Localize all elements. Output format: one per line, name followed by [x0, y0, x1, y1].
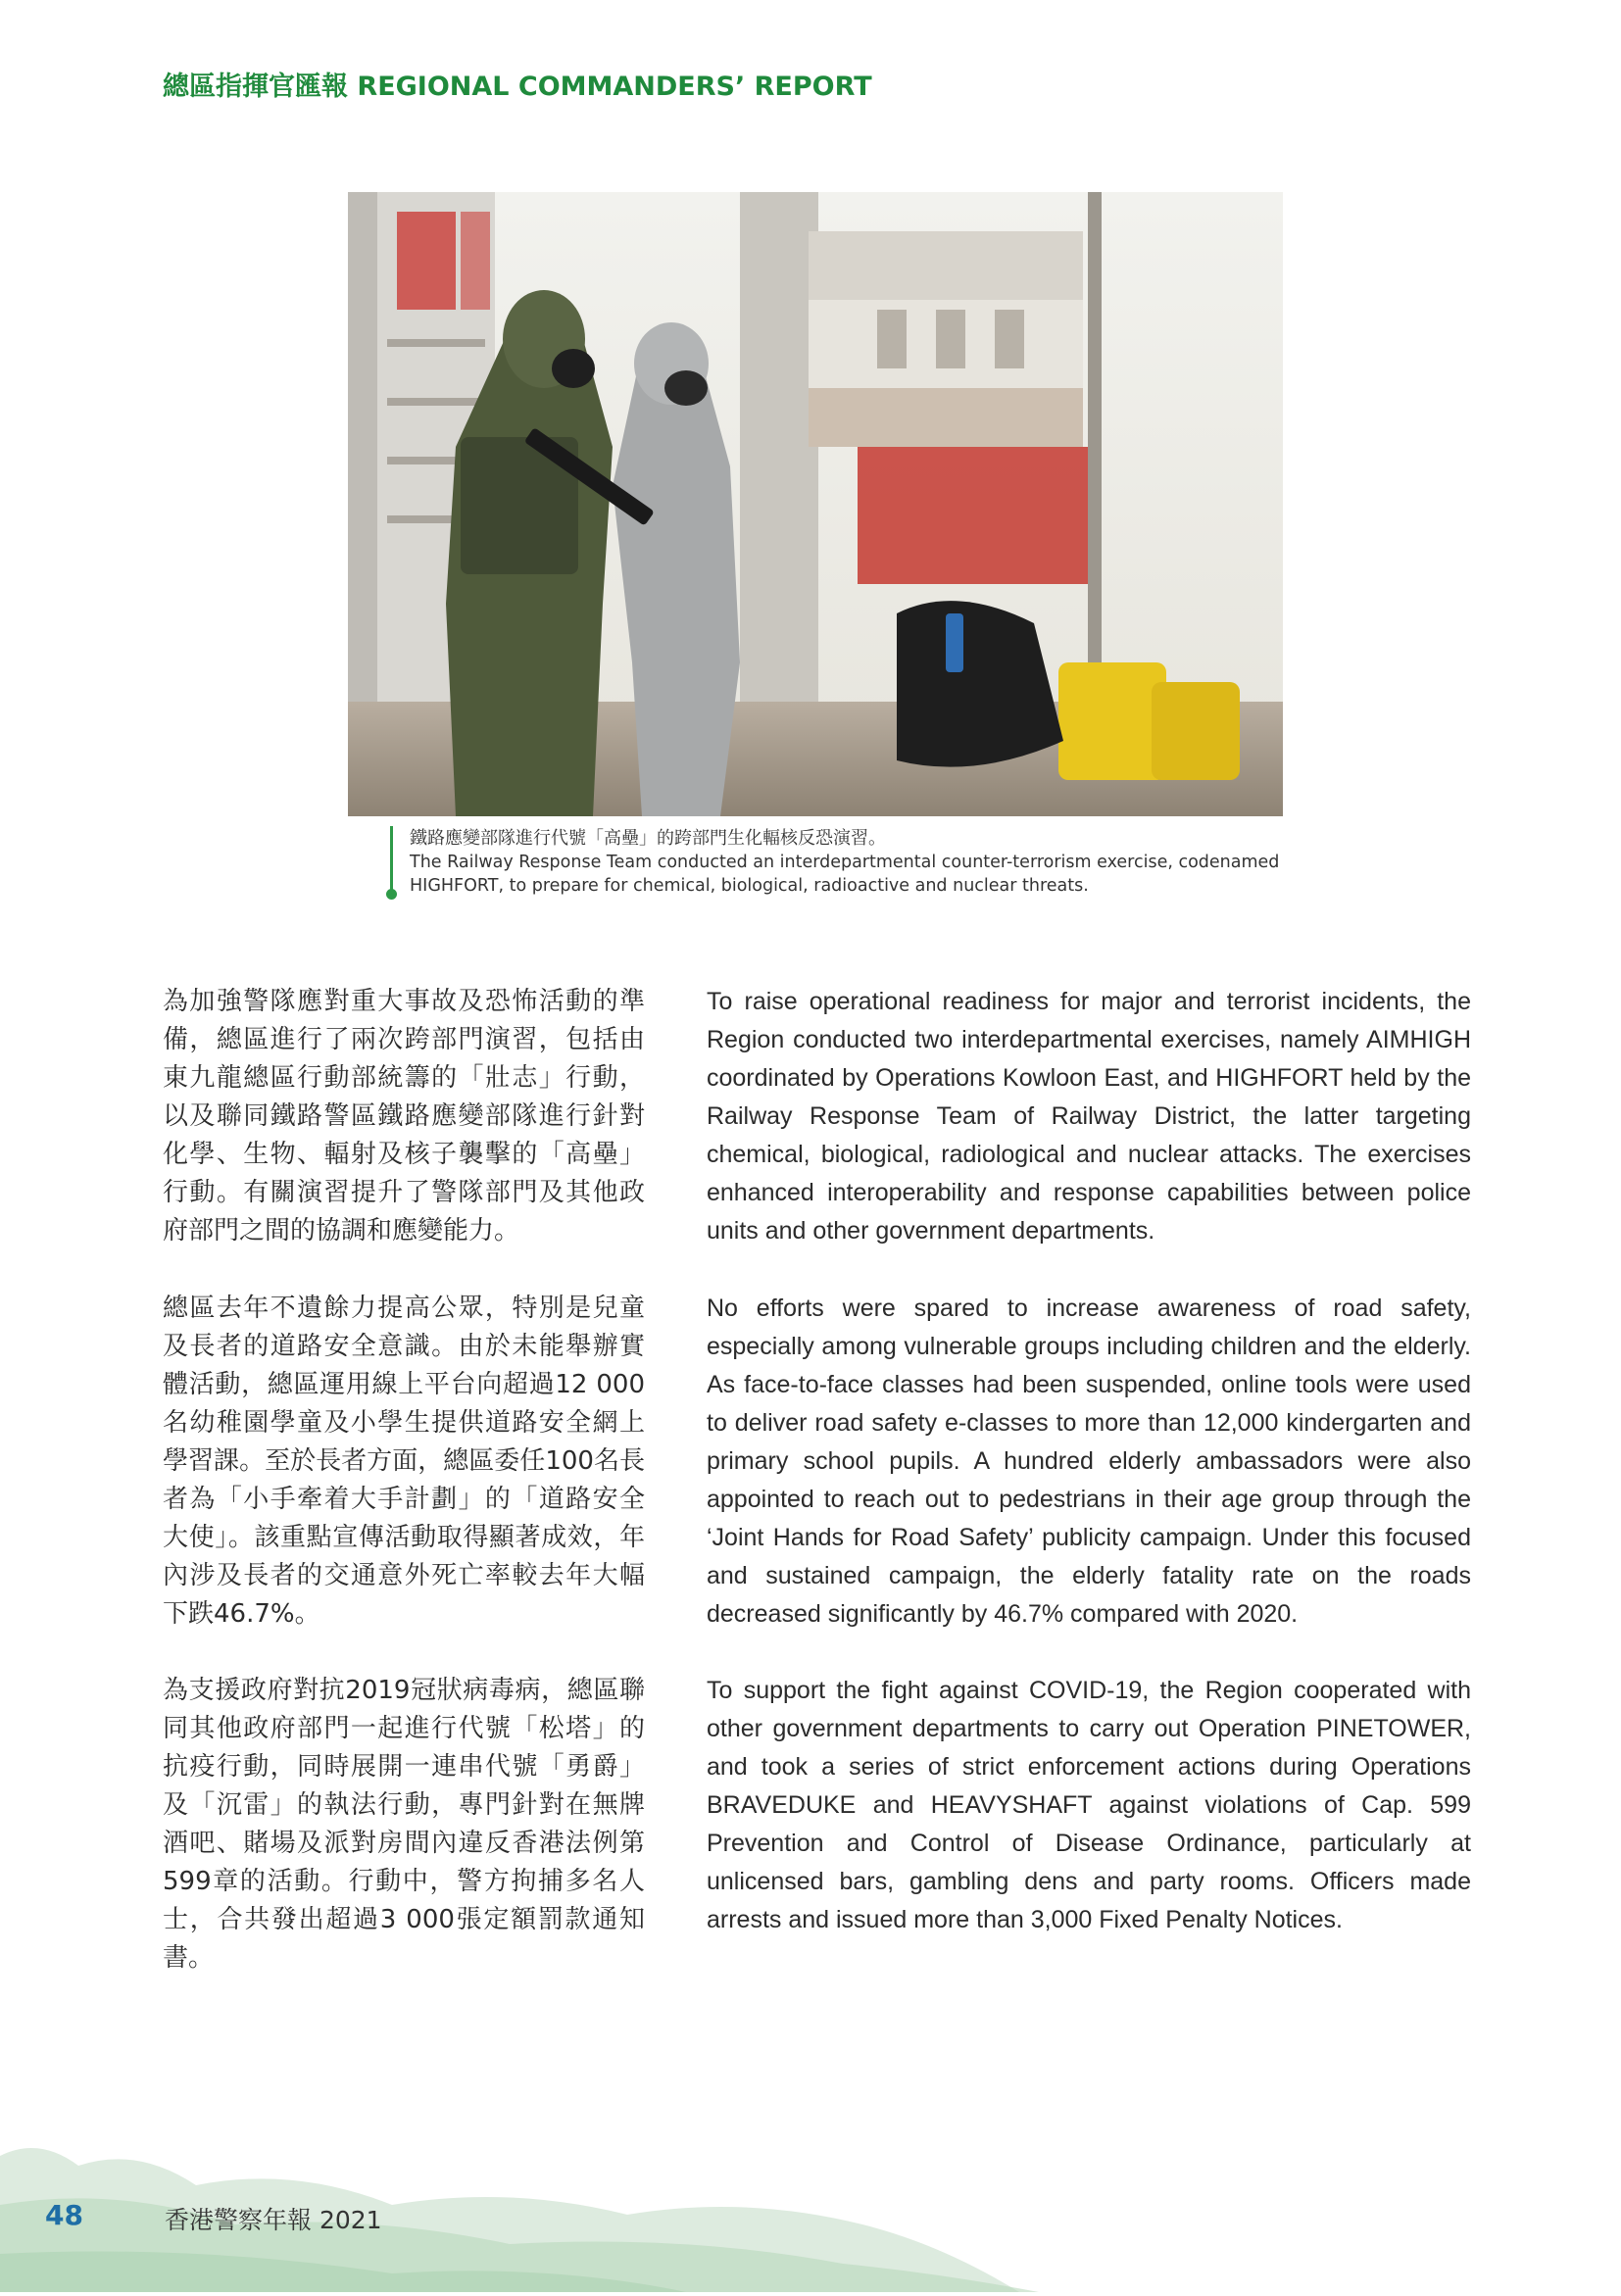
section-header: 總區指揮官匯報 REGIONAL COMMANDERS’ REPORT: [163, 72, 872, 102]
page-number: 48: [45, 2199, 83, 2231]
caption-en: The Railway Response Team conducted an interdepartmental counter-terrorism exercise, codenamed HIGHFORT, to prepare for chemical, biological, radioactive and nuclear threats.: [410, 853, 1280, 896]
caption-marker-dot: [386, 889, 397, 900]
body-zh-paragraph: 為支援政府對抗2019冠狀病毒病，總區聯同其他政府部門一起進行代號「松塔」的抗疫行動，同時展開一連串代號「勇爵」及「沉雷」的執法行動，專門針對在無牌酒吧、賭場及派對房間內違反香港法例第599章的活動。行動中，警方拘捕多名人士，合共發出超過3 000張定額罰款通知書。: [163, 1676, 645, 1973]
exercise-photo: [348, 192, 1283, 816]
caption-zh: 鐵路應變部隊進行代號「高壘」的跨部門生化輻核反恐演習。: [410, 828, 886, 849]
photo-caption: [410, 827, 1284, 898]
body-zh-paragraph: 總區去年不遺餘力提高公眾，特別是兒童及長者的道路安全意識。由於未能舉辦實體活動，總區運用線上平台向超過12 000名幼稚園學童及小學生提供道路安全網上學習課。至於長者方面，總區委任100名長者為「小手牽着大手計劃」的「道路安全大使」。該重點宣傳活動取得顯著成效，年內涉及長者的交通意外死亡率較去年大幅下跌46.7%。: [163, 1294, 645, 1629]
body-zh-paragraph: 為加強警隊應對重大事故及恐怖活動的準備，總區進行了兩次跨部門演習，包括由東九龍總區行動部統籌的「壯志」行動，以及聯同鐵路警區鐵路應變部隊進行針對化學、生物、輻射及核子襲擊的「高壘」行動。有關演習提升了警隊部門及其他政府部門之間的協調和應變能力。: [163, 987, 645, 1246]
caption-marker-line: [390, 826, 393, 895]
publication-title: 香港警察年報 2021: [165, 2206, 382, 2234]
body-en-paragraph: To support the fight against COVID-19, the Region cooperated with other government departments to carry out Operation PINETOWER, and took a series of strict enforcement actions during Operations BRAVEDUKE and HEAVYSHAFT against violations of Cap. 599 Prevention and Control of Disease Ordinance, particularly at unlicensed bars, gambling dens and party rooms. Officers made arrests and issued more than 3,000 Fixed Penalty Notices.: [707, 1677, 1471, 1933]
body-en-paragraph: No efforts were spared to increase awareness of road safety, especially among vulnerable groups including children and the elderly. As face-to-face classes had been suspended, online tools were used to deliver road safety e-classes to more than 12,000 kindergarten and primary school pupils. A hundred elderly ambassadors were also appointed to reach out to pedestrians in their age group through the ‘Joint Hands for Road Safety’ publicity campaign. Under this focused and sustained campaign, the elderly fatality rate on the roads decreased significantly by 46.7% compared with 2020.: [707, 1295, 1471, 1628]
body-en-paragraph: To raise operational readiness for major and terrorist incidents, the Region conducted two interdepartmental exercises, namely AIMHIGH coordinated by Operations Kowloon East, and HIGHFORT held by the Railway Response Team of Railway District, the latter targeting chemical, biological, radiological and nuclear attacks. The exercises enhanced interoperability and response capabilities between police units and other government departments.: [707, 988, 1471, 1245]
